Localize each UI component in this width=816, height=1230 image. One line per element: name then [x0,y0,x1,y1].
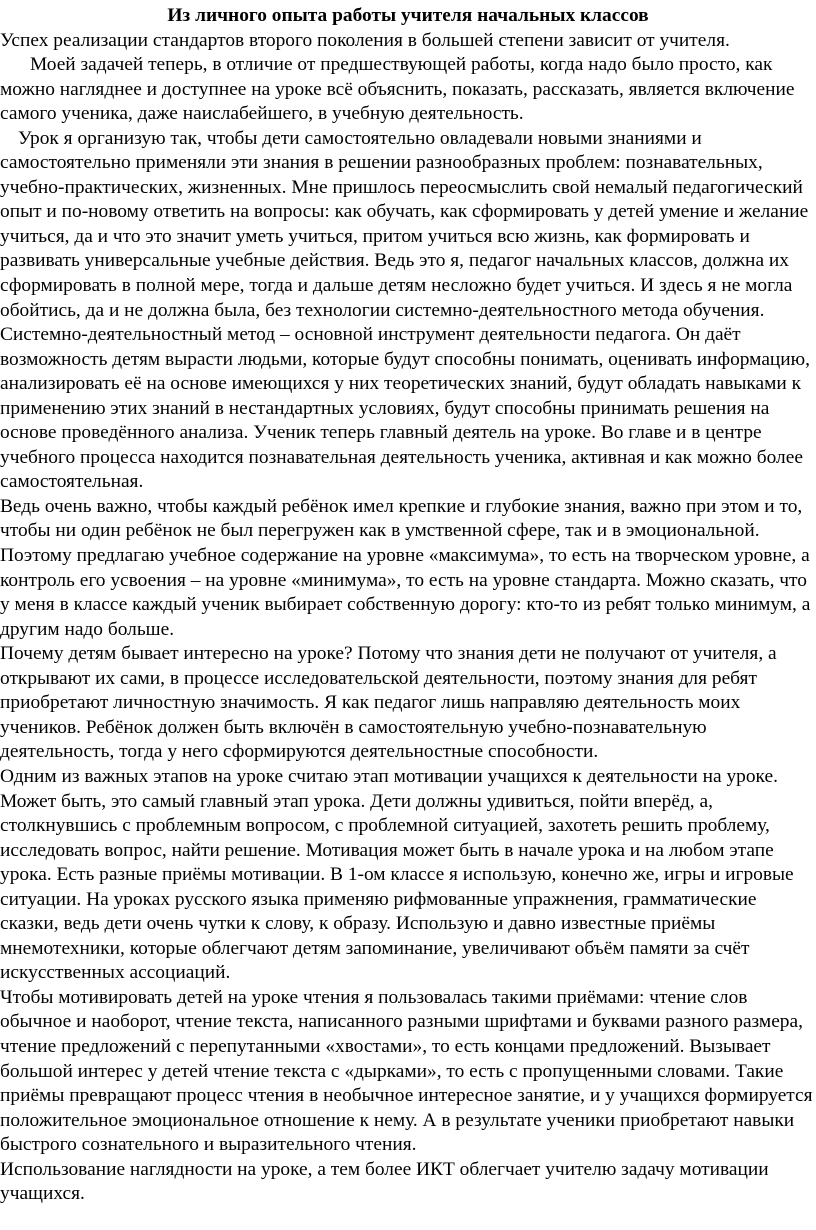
paragraph-5: Ведь очень важно, чтобы каждый ребёнок имел крепкие и глубокие знания, важно при этом и то, чтобы ни один ребёнок не был перегружен как в умственной сфере, так и в эмоциональной. Поэтому предлагаю учебное содержание на уровне «максимума», то есть на творческом уровне, а контроль его усвоения – на уровне «минимума», то есть на уровне стандарта. Можно сказать, что у меня в классе каждый ученик выбирает собственную дорогу: кто-то из ребят только минимум, а другим надо больше. [0,495,811,640]
paragraph-7: Одним из важных этапов на уроке считаю этап мотивации учащихся к деятельности на уроке. Может быть, это самый главный этап урока. Дети должны удивиться, пойти вперёд, а, столкнувшись с проблемным вопросом, с проблемной ситуацией, захотеть решить проблему, исследовать вопрос, найти решение. Мотивация может быть в начале урока и на любом этапе урока. Есть разные приёмы мотивации. В 1-ом классе я использую, конечно же, игры и игровые ситуации. На уроках русского языка применяю рифмованные упражнения, грамматические сказки, ведь дети очень чутки к слову, к образу. Использую и давно известные приёмы мнемотехники, которые облегчают детям запоминание, увеличивают объём памяти за счёт искусственных ассоциаций. [0,765,794,984]
paragraph-2: Моей задачей теперь, в отличие от предшествующей работы, когда надо было просто, как можно нагляднее и доступнее на уроке всё объяснить, показать, рассказать, является включение самого ученика, даже наислабейшего, в учебную деятельность. [0,54,795,125]
paragraph-9: Использование наглядности на уроке, а тем более ИКТ облегчает учителю задачу мотивации учащихся. [0,1158,769,1205]
paragraph-4: Системно-деятельностный метод – основной инструмент деятельности педагога. Он даёт возможность детям вырасти людьми, которые будут способны понимать, оценивать информацию, анализировать её на основе имеющихся у них теоретических знаний, будут обладать навыками к применению этих знаний в нестандартных условиях, будут способны принимать решения на основе проведённого анализа. Ученик теперь главный деятель на уроке. Во главе и в центре учебного процесса находится познавательная деятельность ученика, активная и как можно более самостоятельная. [0,324,811,493]
document-title: Из личного опыта работы учителя начальных классов [167,5,649,26]
paragraph-1: Успех реализации стандартов второго поколения в большей степени зависит от учителя. [0,29,730,51]
paragraph-6: Почему детям бывает интересно на уроке? Потому что знания дети не получают от учителя, а открывают их сами, в процессе исследовательской деятельности, поэтому знания для ребят приобретают личностную значимость. Я как педагог лишь направляю деятельность моих учеников. Ребёнок должен быть включён в самостоятельную учебно-познавательную деятельность, тогда у него сформируются деятельностные способности. [0,643,777,763]
paragraph-3: Урок я организую так, чтобы дети самостоятельно овладевали новыми знаниями и самостоятельно применяли эти знания в решении разнообразных проблем: познавательных, учебно-практических, жизненных. Мне пришлось переосмыслить свой немалый педагогический опыт и по-новому ответить на вопросы: как обучать, как сформировать у детей умение и желание учиться, да и что это значит уметь учиться, притом учиться всю жизнь, как формировать и развивать универсальные учебные действия. Ведь это я, педагог начальных классов, должна их сформировать в полной мере, тогда и дальше детям несложно будет учиться. И здесь я не могла обойтись, да и не должна была, без технологии системно-деятельностного метода обучения. [0,127,809,321]
paragraph-8: Чтобы мотивировать детей на уроке чтения я пользовалась такими приёмами: чтение слов обычное и наоборот, чтение текста, написанного разными шрифтами и буквами разного размера, чтение предложений с перепутанными «хвостами», то есть концами предложений. Вызывает большой интерес у детей чтение текста с «дырками», то есть с пропущенными словами. Такие приёмы превращают процесс чтения в необычное интересное занятие, и у учащихся формируется положительное эмоциональное отношение к нему. А в результате ученики приобретают навыки быстрого сознательного и выразительного чтения. [0,986,813,1156]
